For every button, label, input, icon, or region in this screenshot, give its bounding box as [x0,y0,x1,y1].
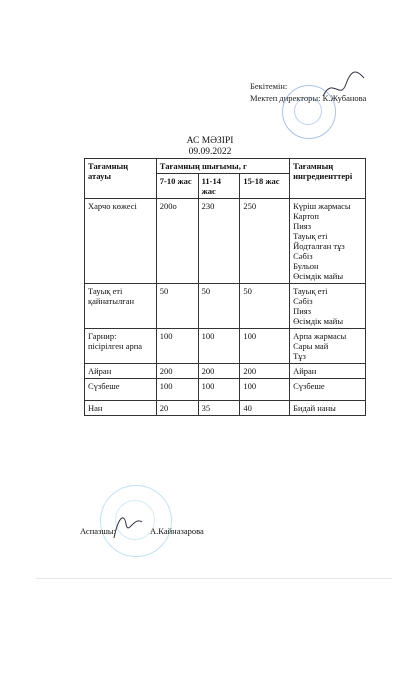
table-row [85,199,366,284]
header-dish-name: Тағамның атауы [85,159,157,199]
ingredients-cell [290,401,366,416]
output-15-18-cell: 40 [240,401,290,416]
ingredient-item: Тауық еті [293,231,328,241]
ingredient-item: Сәбіз [293,296,313,306]
menu-table [84,158,366,416]
cook-label: Аспазшы: [80,526,116,536]
output-7-10-cell: 200 [156,364,198,379]
ingredients-cell [290,329,366,364]
output-15-18-cell: 100 [240,329,290,364]
header-age-11-14: 11-14 жас [198,174,240,199]
ingredient-item: Тауық еті [293,286,328,296]
dish-name-cell: Сүзбеше [85,379,157,401]
director-signature-icon [318,66,368,106]
output-7-10-cell: 50 [156,284,198,329]
approval-label: Бекітемін: [250,81,288,91]
ingredient-item: Айран [293,366,317,376]
ingredients-cell [290,364,366,379]
ingredient-item: Сары май [293,341,329,351]
ingredient-item: Бидай наны [293,403,336,413]
output-11-14-cell: 35 [198,401,240,416]
ingredients-cell [290,379,366,401]
table-row [85,364,366,379]
output-15-18-cell: 250 [240,199,290,284]
menu-table-body [85,199,366,416]
output-11-14-cell: 200 [198,364,240,379]
output-7-10-cell: 200о [156,199,198,284]
table-row [85,329,366,364]
approval-director: Мектеп директоры: К.Жубанова [250,93,367,103]
table-row [85,379,366,401]
dish-name-cell: Айран [85,364,157,379]
ingredient-item: Пияз [293,221,312,231]
menu-title: АС МӘЗІРІ [186,136,234,146]
table-row [85,401,366,416]
dish-name-cell: Харчо көжесі [85,199,157,284]
ingredient-item: Тұз [293,351,306,361]
output-11-14-cell: 100 [198,379,240,401]
ingredient-item: Арпа жармасы [293,331,347,341]
ingredient-item: Картоп [293,211,319,221]
output-15-18-cell: 50 [240,284,290,329]
output-15-18-cell: 200 [240,364,290,379]
ingredient-item: Өсімдік майы [293,316,344,326]
ingredient-item: Бульон [293,261,319,271]
header-age-15-18: 15-18 жас [240,174,290,199]
output-7-10-cell: 100 [156,379,198,401]
dish-name-cell: Гарнир: пісірілген арпа [85,329,157,364]
header-age-7-10: 7-10 жас [156,174,198,199]
menu-date: 09.09.2022 [188,147,232,157]
ingredient-item: Өсімдік майы [293,271,344,281]
ingredient-item: Күріш жармасы [293,201,351,211]
footer-divider [36,578,392,579]
dish-name-cell: Тауық еті қайнатылған [85,284,157,329]
cook-name: А.Кайназарова [150,526,204,536]
output-11-14-cell: 50 [198,284,240,329]
output-15-18-cell: 100 [240,379,290,401]
menu-title-block [0,136,420,158]
dish-name-cell: Нан [85,401,157,416]
header-output: Тағамның шығымы, г [156,159,289,174]
ingredients-cell [290,284,366,329]
table-row [85,284,366,329]
ingredient-item: Йодталған тұз [293,241,345,251]
header-ingredients: Тағамның ингредиенттері [290,159,366,199]
table-header-row [85,159,366,174]
ingredient-item: Сүзбеше [293,381,325,391]
output-7-10-cell: 100 [156,329,198,364]
output-11-14-cell: 230 [198,199,240,284]
ingredients-cell [290,199,366,284]
output-11-14-cell: 100 [198,329,240,364]
ingredient-item: Сәбіз [293,251,313,261]
output-7-10-cell: 20 [156,401,198,416]
ingredient-item: Пияз [293,306,312,316]
